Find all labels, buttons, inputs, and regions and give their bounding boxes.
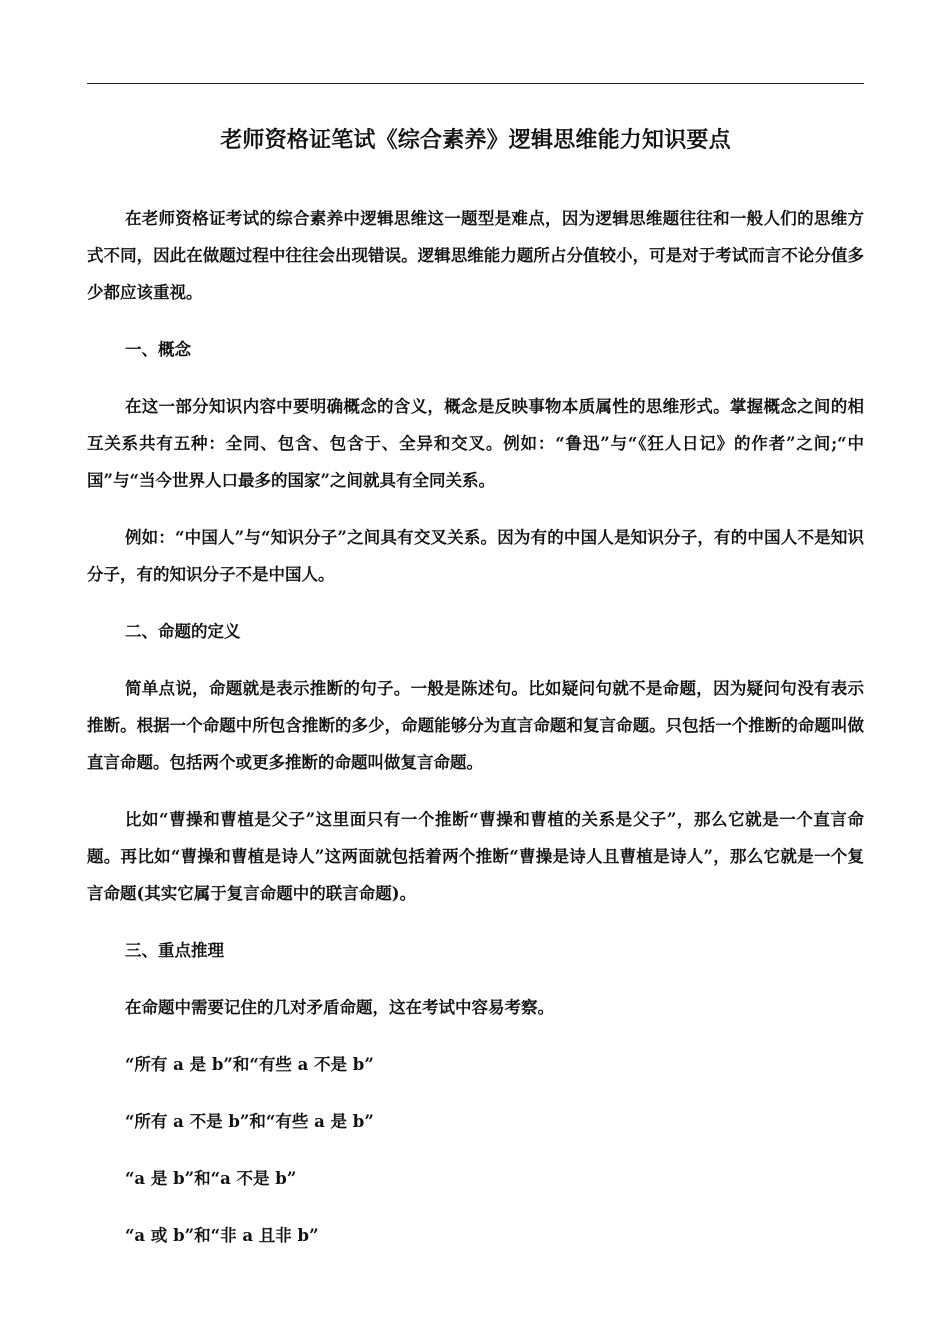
intro-paragraph: 在老师资格证考试的综合素养中逻辑思维这一题型是难点，因为逻辑思维题往往和一般人们的思维方式不同，因此在做题过程中往往会出现错误。逻辑思维能力题所占分值较小，可是对于考试而言不论分值多少都应该重视。 — [87, 209, 864, 302]
proposition-paragraph-2: 比如“曹操和曹植是父子”这里面只有一个推断“曹操和曹植的关系是父子”，那么它就是一个直言命题。再比如“曹操和曹植是诗人”这两面就包括着两个推断“曹操是诗人且曹植是诗人”，那么它就是一个复言命题(其实它属于复言命题中的联言命题)。 — [87, 810, 864, 903]
contradiction-pair-3: “a 是 b”和“a 不是 b” — [124, 1169, 297, 1188]
inference-paragraph-1: 在命题中需要记住的几对矛盾命题，这在考试中容易考察。 — [124, 998, 554, 1017]
document-body — [87, 200, 864, 1274]
section-heading-inference: 三、重点推理 — [124, 941, 224, 960]
contradiction-pair-2: “所有 a 不是 b”和“有些 a 是 b” — [124, 1112, 374, 1131]
section-heading-concept: 一、概念 — [124, 340, 191, 359]
concept-paragraph-2: 例如：“中国人”与“知识分子”之间具有交叉关系。因为有的中国人是知识分子，有的中国人不是知识分子，有的知识分子不是中国人。 — [87, 528, 864, 584]
document-title: 老师资格证笔试《综合素养》逻辑思维能力知识要点 — [220, 128, 731, 153]
contradiction-pair-4: “a 或 b”和“非 a 且非 b” — [124, 1226, 319, 1245]
header-rule — [87, 83, 864, 84]
section-heading-proposition: 二、命题的定义 — [124, 622, 241, 641]
concept-paragraph-1: 在这一部分知识内容中要明确概念的含义，概念是反映事物本质属性的思维形式。掌握概念之间的相互关系共有五种：全同、包含、包含于、全异和交叉。例如：“鲁迅”与“《狂人日记》的作者”之间;“中国”与“当今世界人口最多的国家”之间就具有全同关系。 — [87, 397, 864, 490]
proposition-paragraph-1: 简单点说，命题就是表示推断的句子。一般是陈述句。比如疑问句就不是命题，因为疑问句没有表示推断。根据一个命题中所包含推断的多少，命题能够分为直言命题和复言命题。只包括一个推断的命题叫做直言命题。包括两个或更多推断的命题叫做复言命题。 — [87, 679, 864, 772]
contradiction-pair-1: “所有 a 是 b”和“有些 a 不是 b” — [124, 1055, 374, 1074]
